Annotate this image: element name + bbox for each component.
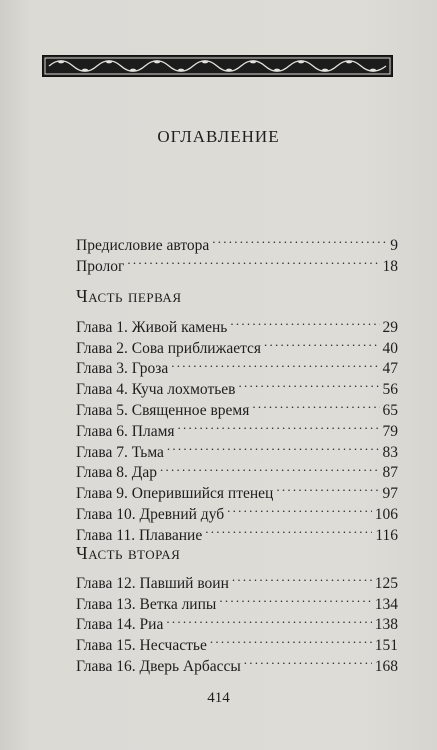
toc-entry-page: 65 [382, 401, 398, 419]
toc-entry-page: 9 [390, 236, 398, 254]
toc-entry-title: Глава 4. Куча лохмотьев [76, 381, 236, 399]
toc-entry-page: 116 [375, 526, 398, 544]
leader-dots [127, 250, 379, 271]
front-matter-list [76, 229, 398, 275]
leader-dots [178, 415, 380, 436]
leader-dots [212, 229, 387, 250]
toc-entry-page: 83 [382, 443, 398, 461]
toc-entry-page: 29 [382, 318, 398, 336]
toc-entry-page: 125 [374, 574, 398, 592]
part-title: Часть вторая [76, 543, 181, 563]
leader-dots [166, 609, 371, 630]
leader-dots [230, 311, 379, 332]
toc-entry[interactable] [76, 229, 398, 254]
toc-entry-title: Глава 13. Ветка липы [76, 595, 217, 613]
leader-dots [167, 436, 380, 457]
toc-entry-title: Глава 16. Дверь Арбассы [76, 657, 241, 675]
toc-entry-page: 79 [382, 422, 398, 440]
part-1-chapter-list [76, 311, 398, 544]
toc-entry-title: Глава 6. Пламя [76, 422, 175, 440]
toc-entry[interactable] [76, 567, 398, 592]
toc-entry-title: Глава 8. Дар [76, 464, 157, 482]
leader-dots [205, 519, 372, 540]
leader-dots [227, 498, 372, 519]
toc-entry-title: Глава 2. Сова приближается [76, 339, 262, 357]
toc-entry-page: 151 [374, 637, 398, 655]
toc-entry-title: Глава 3. Гроза [76, 360, 169, 378]
toc-entry[interactable] [76, 311, 398, 336]
ornamental-border [42, 55, 393, 77]
toc-entry-page: 40 [382, 339, 398, 357]
leader-dots [171, 353, 379, 374]
toc-entry-page: 106 [374, 505, 398, 523]
leader-dots [276, 477, 379, 498]
page-number: 414 [207, 690, 230, 706]
vine-ornament-icon [43, 56, 392, 76]
leader-dots [239, 373, 380, 394]
toc-entry-title: Глава 7. Тьма [76, 443, 164, 461]
leader-dots [219, 588, 371, 609]
toc-entry-title: Глава 15. Несчастье [76, 637, 207, 655]
toc-entry-title: Предисловие автора [76, 236, 210, 254]
leader-dots [264, 332, 379, 353]
toc-entry-title: Глава 14. Риа [76, 616, 164, 634]
toc-entry-page: 87 [382, 464, 398, 482]
leader-dots [160, 457, 380, 478]
toc-entry-page: 18 [382, 257, 398, 275]
toc-entry-page: 138 [374, 616, 398, 634]
toc-entry-title: Глава 9. Оперившийся птенец [76, 485, 274, 503]
leader-dots [252, 394, 379, 415]
leader-dots [244, 650, 372, 671]
toc-heading: оглавление [157, 122, 280, 148]
toc-entry-title: Глава 1. Живой камень [76, 318, 228, 336]
toc-entry-page: 168 [374, 657, 398, 675]
toc-entry-title: Глава 10. Древний дуб [76, 505, 225, 523]
toc-entry-title: Пролог [76, 257, 125, 275]
toc-entry-page: 47 [382, 360, 398, 378]
leader-dots [210, 629, 372, 650]
toc-entry-title: Глава 11. Плавание [76, 526, 203, 544]
toc-entry-page: 56 [382, 381, 398, 399]
leader-dots [232, 567, 372, 588]
toc-entry-title: Глава 5. Священное время [76, 401, 250, 419]
toc-entry-page: 97 [382, 485, 398, 503]
toc-entry-title: Глава 12. Павший воин [76, 574, 229, 592]
part-title: Часть первая [76, 286, 182, 306]
part-2-chapter-list [76, 567, 398, 675]
toc-entry-page: 134 [374, 595, 398, 613]
